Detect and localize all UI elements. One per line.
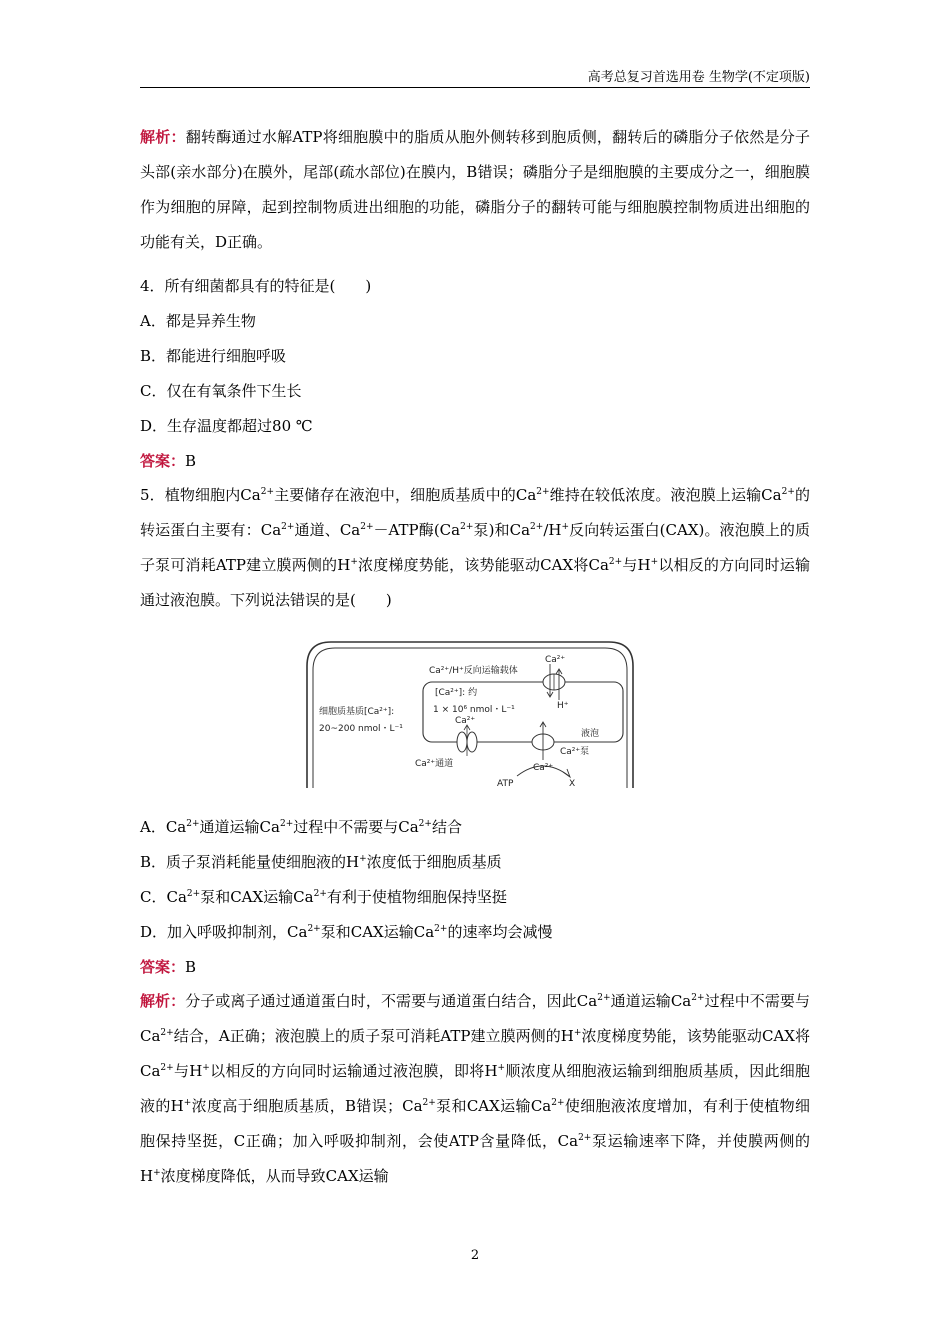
ca-channel-right-icon [467, 732, 477, 752]
answer-value: B [185, 452, 197, 470]
ca-channel-left-icon [457, 732, 467, 752]
ca-channel-label: Ca²⁺通道 [415, 759, 454, 769]
analysis-label: 解析： [140, 128, 186, 146]
running-header: 高考总复习首选用卷 生物学(不定项版) [587, 70, 810, 85]
ca-top-label: Ca²⁺ [545, 655, 566, 665]
vacuole-conc-line2: 1 × 10⁶ nmol・L⁻¹ [433, 705, 515, 715]
q5-answer [140, 956, 196, 977]
question-4-stem: 4．所有细菌都具有的特征是( ) [140, 277, 372, 295]
x-label: X [569, 779, 576, 789]
q4-option-b: B．都能进行细胞呼吸 [140, 347, 287, 365]
analysis-paragraph-2: 解析：分子或离子通过通道蛋白时，不需要与通道蛋白结合，因此$Ca^{2+}$通道运输$Ca^{2+}$过程中不需要与$Ca^{2+}$结合，A正确；液泡膜上的质子泵可消耗ATP建立膜两侧的H+浓度梯度势能，该势能驱动CAX将$Ca^{2+}$与H+以相反的方向同时运输通过液泡膜，即将H+顺浓度从细胞液运输到细胞质基质，因此细胞液的H+浓度高于细胞质基质，B错误；$Ca^{2+}$泵和CAX运输$Ca^{2+}$使细胞液浓度增加，有利于使植物细胞保持坚挺，C正确；加入呼吸抑制剂，会使ATP含量降低，$Ca^{2+}$泵运输速率下降，并使膜两侧的H+浓度梯度降低，从而导致CAX运输 [140, 992, 810, 1185]
vacuole-conc-line1: [Ca²⁺]: 约 [435, 688, 478, 698]
cell-transport-diagram [305, 638, 635, 790]
answer-label: 答案： [140, 958, 186, 976]
channel-ca-label: Ca²⁺ [455, 716, 476, 726]
analysis-paragraph-1 [140, 120, 810, 260]
q5-option-a: A．$Ca^{2+}$通道运输$Ca^{2+}$过程中不需要与$Ca^{2+}$结合 [140, 818, 462, 836]
q4-option-c: C．仅在有氧条件下生长 [140, 382, 302, 400]
vacuole-label: 液泡 [581, 729, 600, 739]
cytoplasm-conc-line2: 20~200 nmol・L⁻¹ [319, 724, 403, 734]
header-divider [140, 87, 810, 88]
q4-answer [140, 450, 196, 471]
q4-option-a: A．都是异养生物 [140, 312, 256, 330]
analysis-label: 解析： [140, 992, 186, 1010]
cytoplasm-conc-line1: 细胞质基质[Ca²⁺]: [319, 707, 395, 717]
q5-option-b: B．质子泵消耗能量使细胞液的H+浓度低于细胞质基质 [140, 853, 502, 871]
h-plus-label: H⁺ [557, 701, 569, 711]
q5-option-c: C．$Ca^{2+}$泵和CAX运输$Ca^{2+}$有利于使植物细胞保持坚挺 [140, 888, 507, 906]
answer-label: 答案： [140, 452, 186, 470]
q4-option-d: D．生存温度都超过80 ℃ [140, 417, 313, 435]
question-5-stem: 5．植物细胞内$Ca^{2+}$主要储存在液泡中，细胞质基质中的$Ca^{2+}$维持在较低浓度。液泡膜上运输$Ca^{2+}$的转运蛋白主要有：$Ca^{2+}$通道、$Ca^{2+}-ATP$酶($Ca^{2+}$泵)和$Ca^{2+}/H^+$反向转运蛋白(CAX)。液泡膜上的质子泵可消耗ATP建立膜两侧的H+浓度梯度势能，该势能驱动CAX将$Ca^{2+}$与H+以相反的方向同时运输通过液泡膜。下列说法错误的是( ) [140, 486, 811, 609]
q5-option-d: D．加入呼吸抑制剂，$Ca^{2+}$泵和CAX运输$Ca^{2+}$的速率均会减慢 [140, 923, 553, 941]
analysis-text: 翻转酶通过水解ATP将细胞膜中的脂质从胞外侧转移到胞质侧，翻转后的磷脂分子依然是分子头部(亲水部分)在膜外，尾部(疏水部位)在膜内，B错误；磷脂分子是细胞膜的主要成分之一，细胞膜作为细胞的屏障，起到控制物质进出细胞的功能，磷脂分子的翻转可能与细胞膜控制物质进出细胞的功能有关，D正确。 [140, 128, 810, 251]
ca-pump-label: Ca²⁺泵 [560, 747, 590, 757]
answer-value: B [185, 958, 197, 976]
pump-ca-label: Ca²⁺ [533, 763, 554, 773]
cax-label: Ca²⁺/H⁺反向运输载体 [429, 666, 518, 676]
atp-label: ATP [497, 779, 514, 789]
page-number: 2 [470, 1248, 480, 1263]
